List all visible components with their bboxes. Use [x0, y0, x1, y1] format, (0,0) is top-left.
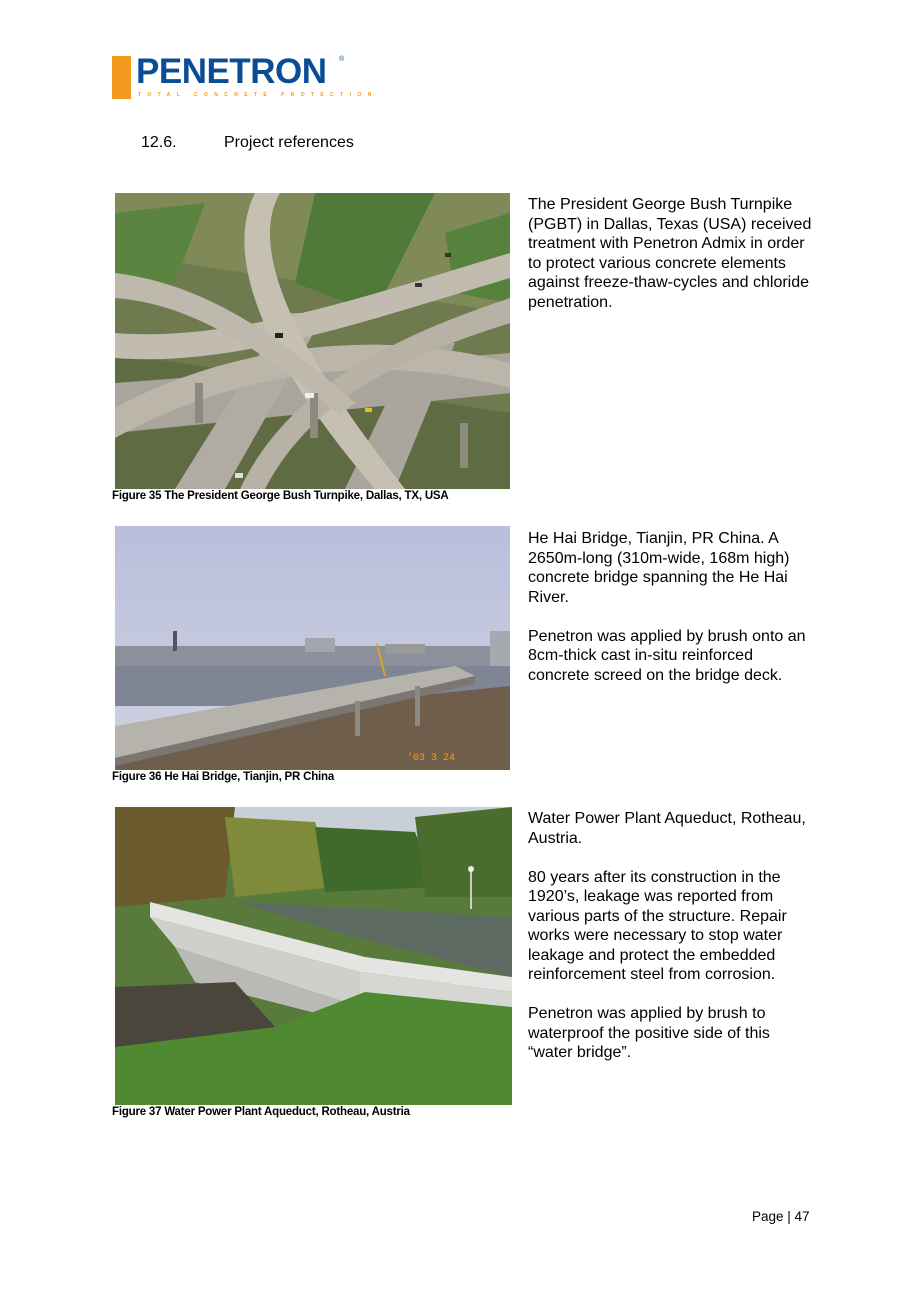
- section-number: 12.6.: [141, 134, 177, 151]
- project-description: [528, 529, 818, 705]
- logo-tagline: TOTAL CONCRETE PROTECTION: [138, 92, 378, 98]
- paragraph: 80 years after its construction in the 1920’s, leakage was reported from various parts of the structure. Repair works were necessary to stop water leakage and protect the embedded reinforcement steel from corrosion.: [528, 868, 787, 983]
- section-title: Project references: [224, 134, 354, 151]
- aqueduct-photo: [115, 807, 512, 1105]
- paragraph: He Hai Bridge, Tianjin, PR China. A 2650m-long (310m-wide, 168m high) concrete bridge spanning the He Hai River.: [528, 530, 790, 606]
- paragraph: Penetron was applied by brush onto an 8cm-thick cast in-situ reinforced concrete screed on the bridge deck.: [528, 627, 806, 684]
- figure-caption: Figure 37 Water Power Plant Aqueduct, Rotheau, Austria: [112, 1106, 410, 1118]
- figure-caption: Figure 36 He Hai Bridge, Tianjin, PR China: [112, 771, 335, 783]
- he-hai-bridge-photo: [115, 526, 510, 770]
- logo-orange-bar: [112, 56, 131, 99]
- page-number: Page | 47: [752, 1209, 810, 1224]
- logo-registered-mark: ®: [339, 56, 345, 63]
- paragraph: The President George Bush Turnpike (PGBT) in Dallas, Texas (USA) received treatment with Penetron Admix in order to protect various concrete elements against freeze-thaw-cycles and chloride penetration.: [528, 196, 812, 311]
- penetron-logo: [112, 52, 378, 100]
- photo-date-stamp: '03 3 24: [407, 753, 456, 764]
- project-description: [528, 195, 818, 332]
- paragraph: Water Power Plant Aqueduct, Rotheau, Austria.: [528, 810, 806, 847]
- turnpike-photo: [115, 193, 510, 489]
- paragraph: Penetron was applied by brush to waterproof the positive side of this “water bridge”.: [528, 1005, 770, 1061]
- logo-wordmark: PENETRON: [136, 52, 327, 91]
- figure-caption: Figure 35 The President George Bush Turnpike, Dallas, TX, USA: [112, 490, 449, 502]
- project-description: [528, 809, 818, 1082]
